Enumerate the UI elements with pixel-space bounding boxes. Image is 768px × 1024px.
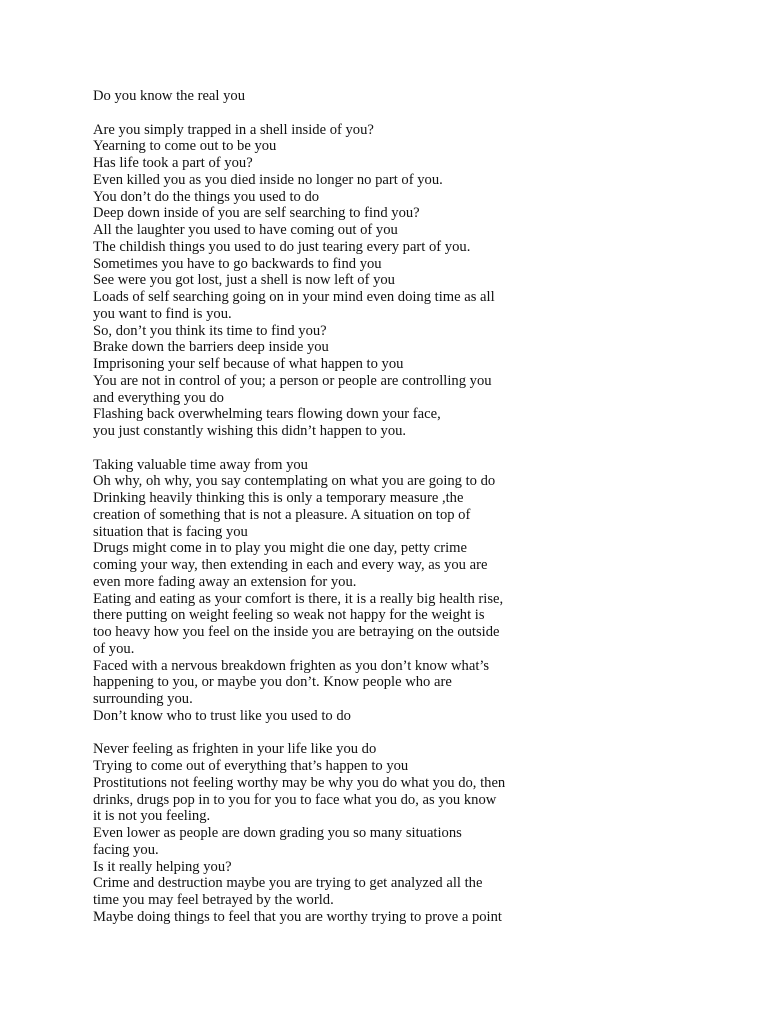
poem-line: surrounding you. — [93, 691, 193, 707]
poem-line: So, don’t you think its time to find you? — [93, 322, 327, 339]
poem-line: Deep down inside of you are self searching to find you? — [93, 205, 420, 222]
poem-title: Do you know the real you — [93, 88, 245, 104]
poem-line: creation of something that is not a pleasure. A situation on top of — [93, 506, 471, 523]
poem-line: of you. — [93, 640, 135, 657]
poem-line: Crime and destruction maybe you are trying to get analyzed all the — [93, 875, 483, 892]
poem-line: The childish things you used to do just tearing every part of you. — [93, 238, 471, 255]
poem-line: you want to find is you. — [93, 305, 232, 322]
poem-line: Imprisoning your self because of what happen to you — [93, 356, 404, 372]
poem-line: Flashing back overwhelming tears flowing down your face, — [93, 406, 441, 423]
stanza-3 — [93, 741, 543, 925]
poem-line: Loads of self searching going on in your mind even doing time as all — [93, 289, 495, 305]
poem-line: drinks, drugs pop in to you for you to face what you do, as you know — [93, 791, 497, 808]
poem-line: Trying to come out of everything that’s happen to you — [93, 758, 409, 774]
poem-line: Don’t know who to trust like you used to do — [93, 707, 351, 724]
poem-line: Oh why, oh why, you say contemplating on what you are going to do — [93, 473, 496, 490]
poem-line: time you may feel betrayed by the world. — [93, 892, 334, 908]
poem-line: happening to you, or maybe you don’t. Know people who are — [93, 674, 452, 691]
poem-line: Drinking heavily thinking this is only a temporary measure ,the — [93, 490, 464, 506]
stanza-gap — [93, 105, 543, 122]
poem-line: You are not in control of you; a person or people are controlling you — [93, 372, 492, 389]
poem-line: Are you simply trapped in a shell inside of you? — [93, 121, 374, 138]
poem-line: Has life took a part of you? — [93, 155, 253, 171]
poem-line: See were you got lost, just a shell is now left of you — [93, 272, 395, 289]
poem-line: Sometimes you have to go backwards to find you — [93, 255, 382, 272]
poem-line: there putting on weight feeling so weak not happy for the weight is — [93, 607, 485, 624]
poem-line: Maybe doing things to feel that you are worthy trying to prove a point — [93, 908, 502, 925]
poem-line: you just constantly wishing this didn’t happen to you. — [93, 423, 407, 439]
stanza-gap — [93, 725, 543, 742]
stanza-gap — [93, 440, 543, 457]
stanza-2 — [93, 457, 543, 725]
poem-line: Faced with a nervous breakdown frighten as you don’t know what’s — [93, 657, 490, 674]
poem-line: even more fading away an extension for you. — [93, 573, 357, 590]
poem-body — [93, 88, 543, 926]
poem-line: situation that is facing you — [93, 523, 248, 540]
poem-line: Never feeling as frighten in your life like you do — [93, 741, 377, 758]
poem-line: coming your way, then extending in each and every way, as you are — [93, 557, 488, 573]
poem-line: Is it really helping you? — [93, 858, 232, 875]
poem-line: You don’t do the things you used to do — [93, 188, 320, 205]
poem-line: it is not you feeling. — [93, 808, 211, 825]
stanza-1 — [93, 122, 543, 440]
poem-line: All the laughter you used to have coming out of you — [93, 222, 398, 238]
poem-line: Taking valuable time away from you — [93, 456, 308, 473]
poem-line: Even killed you as you died inside no longer no part of you. — [93, 171, 443, 188]
poem-line: Even lower as people are down grading you so many situations — [93, 825, 462, 841]
poem-line: Prostitutions not feeling worthy may be why you do what you do, then — [93, 774, 506, 791]
poem-line: Eating and eating as your comfort is there, it is a really big health rise, — [93, 590, 504, 607]
poem-line: and everything you do — [93, 389, 224, 406]
poem-line: Brake down the barriers deep inside you — [93, 339, 329, 356]
poem-line: facing you. — [93, 841, 159, 858]
poem-line: Yearning to come out to be you — [93, 138, 277, 155]
poem-line: Drugs might come in to play you might die one day, petty crime — [93, 540, 467, 557]
poem-line: too heavy how you feel on the inside you are betraying on the outside — [93, 624, 500, 640]
